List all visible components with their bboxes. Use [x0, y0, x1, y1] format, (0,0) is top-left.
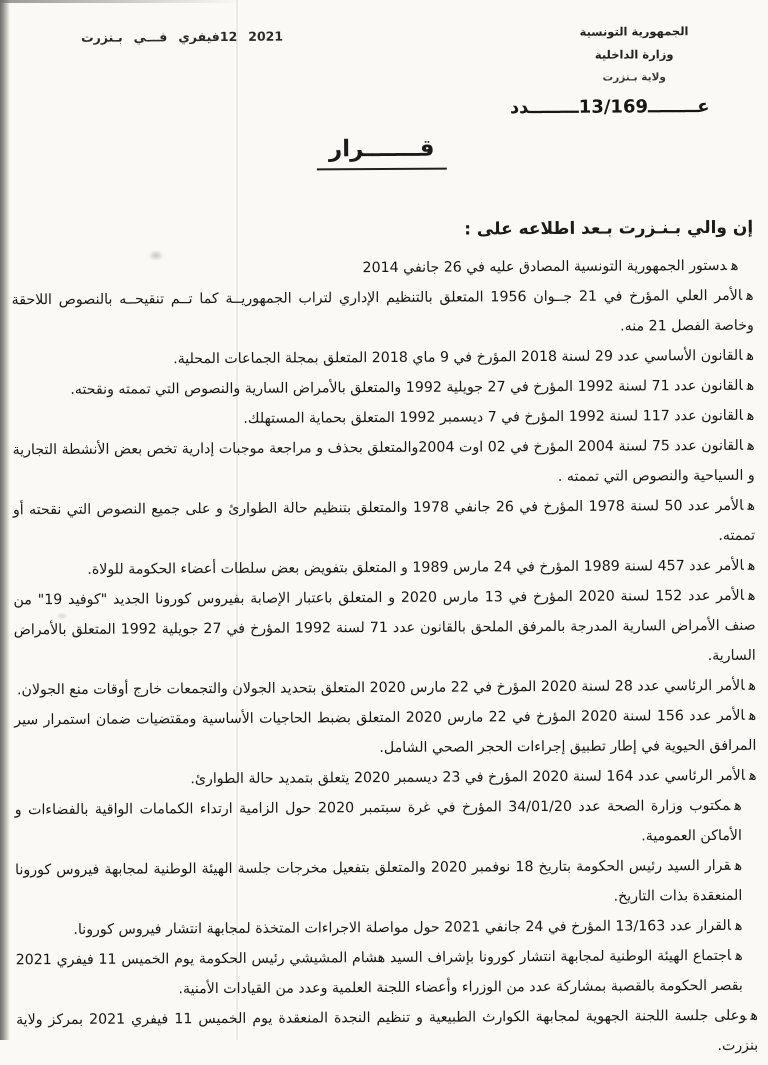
list-item: [14, 701, 756, 766]
list-item: [14, 671, 756, 706]
list-item: [15, 791, 757, 856]
preamble-heading: إن والي بـنـزرت بـعد اطلاعه على :: [464, 217, 754, 240]
list-item-text: قرار السيد رئيس الحكومة بتاريخ 18 نوفمبر 2020 والمتعلق بتفعيل مخرجات جلسة الهيئة الوطنية لمجابهة فيروس كورونا المنعقدة بذات التاريخ.: [15, 857, 743, 905]
bullet-marker: ه: [746, 407, 755, 424]
legal-references-list: [11, 251, 758, 1065]
list-item: [15, 911, 757, 946]
list-item-text: الأمر عدد 152 لسنة 2020 المؤرخ في 13 مارس 2020 و المتعلق باعتبار الإصابة بفيروس كورونا الجديد "كوفيد 19" من صنف الأمراض السارية المدرجة بالمرفق الملحق بالقانون عدد 71 لسنة 1992 المؤرخ في 27 جويلية 1992 المتعلق بالأمراض السارية.: [13, 587, 756, 665]
bullet-marker: ه: [749, 767, 757, 784]
bullet-marker: ه: [750, 1007, 759, 1024]
list-item: [13, 551, 755, 586]
letterhead-governorate: ولاية بـنزرت: [602, 71, 666, 84]
document-body: [11, 218, 758, 1065]
bullet-marker: ه: [747, 497, 755, 514]
bullet-marker: ه: [746, 377, 755, 394]
document-title: قـــــــرار: [317, 136, 447, 171]
list-item: [16, 1001, 758, 1065]
bullet-marker: ه: [730, 257, 739, 274]
list-item-text: الأمر عدد 156 لسنة 2020 المؤرخ في 22 مارس 2020 المتعلق بضبط الحاجيات الأساسية ومقتضيات ضمان استمرار سير المرافق الحيوية في إطار تطبيق إجراءات الحجر الصحي الشامل.: [14, 707, 757, 757]
bullet-marker: ه: [746, 347, 755, 364]
letterhead-country: الجمهورية التونسية: [579, 24, 689, 39]
bullet-marker: ه: [746, 287, 754, 304]
date-line: [81, 29, 283, 45]
list-item-text: الأمر عدد 50 لسنة 1978 المؤرخ في 26 جانفي 1978 والمتعلق بتنظيم حالة الطوارئ و على جميع النصوص التي نقحته أو تممته.: [12, 497, 756, 544]
scan-edge-artifact: [0, 0, 10, 1040]
list-item: [14, 761, 756, 796]
list-item-text: القانون الأساسي عدد 29 لسنة 2018 المؤرخ في 9 ماي 2018 المتعلق بمجلة الجماعات المحلية.: [173, 347, 743, 368]
bullet-marker: ه: [747, 437, 755, 454]
list-item-text: اجتماع الهيئة الوطنية لمجابهة انتشار كورونا بإشراف السيد هشام المشيشي رئيس الحكومة يوم الخميس 11 فيفري 2021 بقصر الحكومة بالقصبة بمشاركة عدد من الوزراء وأعضاء اللجنة العلمية وعدد من القيادات الأمنية.: [15, 947, 743, 998]
list-item-text: القانون عدد 117 لسنة 1992 المؤرخ في 7 ديسمبر 1992 المتعلق بحماية المستهلك.: [243, 407, 743, 427]
list-item: [13, 581, 756, 676]
date-city: بـنزرت: [81, 29, 123, 45]
date-in-word: فـــي: [133, 29, 168, 45]
list-item-text: القانون عدد 71 لسنة 1992 المؤرخ في 27 جويلية 1992 والمتعلق بالأمراض السارية والنصوص التي تممته ونقحته.: [70, 377, 743, 398]
date-year: 2021: [248, 28, 284, 44]
bullet-marker: ه: [734, 857, 743, 874]
bullet-marker: ه: [748, 677, 757, 694]
list-item: [13, 491, 755, 556]
list-item: [15, 851, 757, 916]
bullet-marker: ه: [734, 797, 742, 814]
list-item-text: الأمر العلي المؤرخ في 21 جــوان 1956 المتعلق بالتنظيم الإداري لتراب الجمهوريــة كما تــم تنقيحــه بالنصوص اللاحقة وخاصة الفصل 21 منه.: [11, 287, 754, 335]
letterhead-ministry: وزارة الداخلية: [594, 47, 674, 62]
list-item-text: الأمر عدد 457 لسنة 1989 المؤرخ في 24 مارس 1989 و المتعلق بتفويض بعض سلطات أعضاء الحكومة للولاة.: [87, 557, 744, 578]
date-day-month: 12فيفري: [178, 28, 238, 45]
list-item: [12, 401, 754, 436]
list-item: [16, 941, 758, 1006]
bullet-marker: ه: [734, 917, 743, 934]
list-item: [12, 431, 754, 496]
list-item-text: القانون عدد 75 لسنة 2004 المؤرخ في 02 اوت 2004والمتعلق بحذف و مراجعة موجبات إدارية تخص بعض الأنشطة التجارية و السياحية والنصوص التي تممته .: [12, 437, 755, 485]
title-row: [0, 134, 766, 173]
list-item: [12, 281, 754, 346]
list-item: [11, 251, 753, 286]
bullet-marker: ه: [747, 557, 756, 574]
list-item-text: مكتوب وزارة الصحة عدد 34/01/20 المؤرخ في غرة سبتمبر 2020 حول الزامية ارتداء الكمامات الواقية بالفضاءات و الأماكن العمومية.: [14, 797, 742, 845]
list-item-text: الأمر الرئاسي عدد 164 لسنة 2020 المؤرخ في 23 ديسمبر 2020 يتعلق بتمديد حالة الطوارئ.: [190, 767, 746, 788]
list-item-text: دستور الجمهورية التونسية المصادق عليه في 26 جانفي 2014: [362, 257, 728, 277]
list-item-text: الأمر الرئاسي عدد 28 لسنة 2020 المؤرخ في 22 مارس 2020 المتعلق بتحديد الجولان والتجمعات خارج أوقات منع الجولان.: [16, 677, 745, 699]
bullet-marker: ه: [747, 587, 756, 604]
letterhead: [509, 20, 710, 119]
list-item-text: وعلى جلسة اللجنة الجهوية لمجابهة الكوارث الطبيعية و تنظيم النجدة المنعقدة يوم الخميس 11 فيفري 2021 بمركز ولاية بنزرت.: [16, 1007, 759, 1054]
reference-number: عــــــــ13/169ــــــــدد: [509, 96, 710, 119]
scan-top-edge-artifact: [0, 0, 240, 3]
bullet-marker: ه: [748, 707, 757, 724]
list-item: [12, 371, 754, 406]
list-item: [12, 341, 754, 376]
list-item-text: القرار عدد 13/163 المؤرخ في 24 جانفي 2021 حول مواصلة الاجراءات المتخذة لمجابهة انتشار فيروس كورونا.: [73, 917, 732, 938]
bullet-marker: ه: [735, 947, 743, 964]
